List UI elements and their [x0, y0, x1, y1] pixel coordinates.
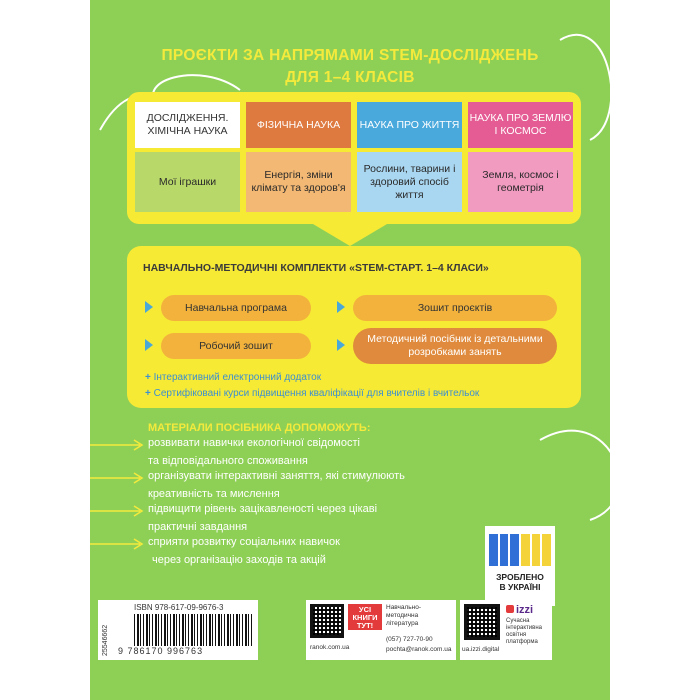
publisher-desc-line: література [386, 620, 419, 627]
kits-title: НАВЧАЛЬНО-МЕТОДИЧНІ КОМПЛЕКТИ «STEM-СТАРТ. 1–4 КЛАСИ» [143, 262, 489, 274]
materials-point-4-line1: сприяти розвитку соціальних навичок [148, 536, 340, 548]
izzi-desc [506, 618, 542, 646]
publisher-panel [306, 600, 456, 660]
izzi-desc-line: інтерактивна [506, 625, 542, 631]
publisher-desc-line: Навчально- [386, 604, 422, 611]
publisher-phone: (057) 727-70-90 [386, 636, 433, 643]
publisher-email: pochta@ranok.com.ua [386, 646, 452, 653]
materials-point-1-line2: та відповідального споживання [148, 455, 308, 467]
direction-header: ФІЗИЧНА НАУКА [246, 102, 351, 148]
kit-item-project-notebook: Зошит проєктів [353, 295, 557, 321]
barcode-number: 9 786170 996763 [118, 646, 204, 656]
publisher-qr-code [310, 604, 344, 638]
izzi-qr-code [464, 604, 500, 640]
izzi-desc-line: платформа [506, 639, 538, 645]
badge-line1: ЗРОБЛЕНО [496, 572, 544, 582]
direction-column-life-science [357, 102, 462, 212]
kit-item-curriculum: Навчальна програма [161, 295, 311, 321]
kit-extra-courses: + Сертифіковані курси підвищення кваліфікації для вчителів і вчительок [145, 388, 480, 399]
kit-item-methodical-guide: Методичний посібник із детальними розробками занять [353, 328, 557, 364]
izzi-logo-icon [506, 605, 514, 613]
kit-extra-label: Сертифіковані курси підвищення кваліфікації для вчителів і вчительок [153, 388, 480, 399]
izzi-logo [506, 604, 533, 616]
izzi-desc-line: Сучасна [506, 618, 530, 624]
materials-point-2-line2: креативність та мислення [148, 488, 280, 500]
materials-point-3-line1: підвищити рівень зацікавленості через цікаві [148, 503, 378, 515]
direction-topic: Мої іграшки [135, 152, 240, 212]
direction-header: НАУКА ПРО ЗЕМЛЮ І КОСМОС [468, 102, 573, 148]
bullet-triangle-icon [145, 301, 153, 313]
cover-title-line2: ДЛЯ 1–4 КЛАСІВ [285, 69, 415, 86]
direction-topic: Рослини, тварини і здоровий спосіб життя [357, 152, 462, 212]
arrow-right-icon [90, 471, 146, 485]
izzi-panel [460, 600, 552, 660]
kit-extra-interactive: + Інтерактивний електронний додаток [145, 372, 322, 383]
book-back-cover [90, 0, 610, 700]
direction-topic: Земля, космос і геометрія [468, 152, 573, 212]
arrow-right-icon [90, 537, 146, 551]
side-number: 25546662 [102, 624, 109, 656]
direction-header: НАУКА ПРО ЖИТТЯ [357, 102, 462, 148]
barcode [134, 614, 252, 646]
izzi-desc-line: освітня [506, 632, 527, 638]
arrow-right-icon [90, 438, 146, 452]
down-arrow-icon [313, 224, 387, 248]
materials-point-2-line1: організувати інтерактивні заняття, які стимулюють [148, 470, 405, 482]
publisher-desc-line: методична [386, 612, 419, 619]
bullet-triangle-icon [337, 301, 345, 313]
direction-column-physics [246, 102, 351, 212]
publisher-desc [386, 604, 421, 628]
direction-column-earth-space [468, 102, 573, 212]
materials-point-1-line1: розвивати навички екологічної свідомості [148, 437, 360, 449]
kit-item-workbook: Робочий зошит [161, 333, 311, 359]
cover-title-line1: ПРОЄКТИ ЗА НАПРЯМАМИ STEM-ДОСЛІДЖЕНЬ [161, 47, 539, 64]
direction-header: ДОСЛІДЖЕННЯ. ХІМІЧНА НАУКА [135, 102, 240, 148]
materials-title: МАТЕРІАЛИ ПОСІБНИКА ДОПОМОЖУТЬ: [148, 422, 371, 434]
izzi-site: ua.izzi.digital [462, 646, 500, 653]
bullet-triangle-icon [145, 339, 153, 351]
made-in-ukraine-badge [485, 526, 555, 606]
directions-table [127, 92, 581, 224]
kit-extra-label: Інтерактивний електронний додаток [153, 372, 322, 383]
bullet-triangle-icon [337, 339, 345, 351]
badge-line2: В УКРАЇНІ [499, 582, 541, 592]
flag-bars [489, 534, 551, 566]
direction-topic: Енергія, зміни клімату та здоров'я [246, 152, 351, 212]
isbn-text: ISBN 978-617-09-9676-3 [134, 603, 224, 612]
materials-point-3-line2: практичні завдання [148, 521, 248, 533]
made-in-ukraine-text [485, 572, 555, 592]
publisher-site: ranok.com.ua [310, 644, 350, 651]
direction-column-chemistry [135, 102, 240, 212]
publisher-badge: УСІ КНИГИ ТУТ! [348, 604, 382, 630]
arrow-right-icon [90, 504, 146, 518]
kits-panel [127, 246, 581, 408]
izzi-logo-text: izzi [516, 604, 534, 616]
isbn-barcode-panel [98, 600, 258, 660]
materials-point-4-line2: через організацію заходів та акцій [152, 554, 326, 566]
